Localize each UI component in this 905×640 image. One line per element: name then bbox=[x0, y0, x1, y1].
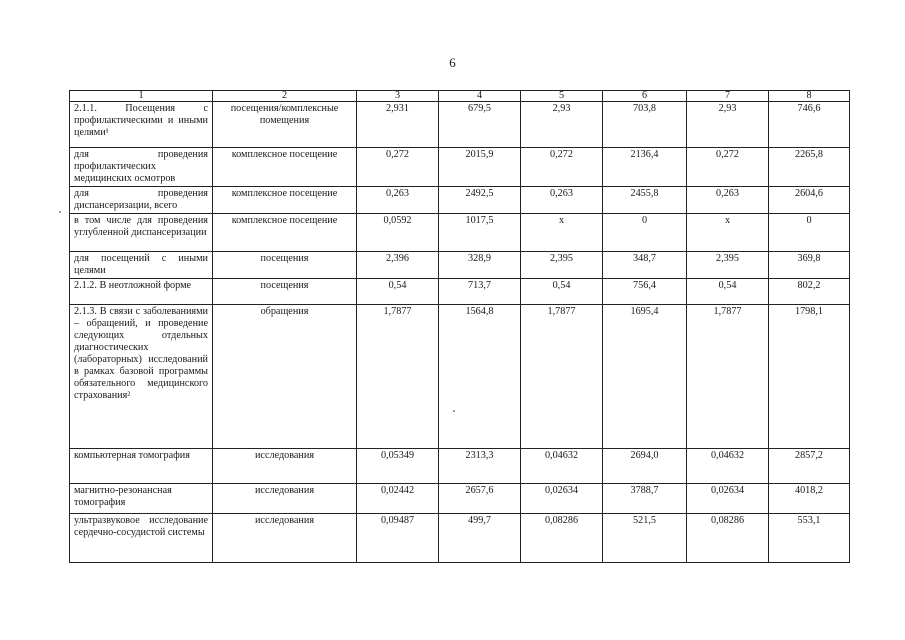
column-header: 4 bbox=[439, 91, 521, 102]
value-cell: 703,8 bbox=[603, 102, 687, 148]
value-cell: 679,5 bbox=[439, 102, 521, 148]
table-row bbox=[70, 187, 850, 214]
value-cell: 0,02634 bbox=[521, 484, 603, 514]
row-unit-cell: комплексное посещение bbox=[213, 187, 357, 214]
value-cell: 0,263 bbox=[687, 187, 769, 214]
row-unit-cell: обращения bbox=[213, 305, 357, 449]
row-name-cell: для посещений с иными целями bbox=[70, 252, 213, 279]
column-header: 8 bbox=[769, 91, 850, 102]
table-header-row bbox=[70, 91, 850, 102]
value-cell: 1695,4 bbox=[603, 305, 687, 449]
row-name-cell: для проведения диспансеризации, всего bbox=[70, 187, 213, 214]
value-cell: 0,08286 bbox=[687, 514, 769, 563]
value-cell: 0,54 bbox=[357, 279, 439, 305]
value-cell: 2492,5 bbox=[439, 187, 521, 214]
data-table bbox=[69, 90, 850, 563]
value-cell: 1,7877 bbox=[357, 305, 439, 449]
value-cell: 0 bbox=[603, 214, 687, 252]
value-cell: х bbox=[687, 214, 769, 252]
column-header: 5 bbox=[521, 91, 603, 102]
row-name-cell: магнитно-резонансная томография bbox=[70, 484, 213, 514]
column-header: 6 bbox=[603, 91, 687, 102]
value-cell: 2694,0 bbox=[603, 449, 687, 484]
value-cell: 713,7 bbox=[439, 279, 521, 305]
row-unit-cell: исследования bbox=[213, 449, 357, 484]
row-name-cell: 2.1.1. Посещения с профилактическими и иными целями¹ bbox=[70, 102, 213, 148]
value-cell: 2,395 bbox=[521, 252, 603, 279]
value-cell: 2,93 bbox=[521, 102, 603, 148]
value-cell: 369,8 bbox=[769, 252, 850, 279]
value-cell: 2455,8 bbox=[603, 187, 687, 214]
value-cell: 0 bbox=[769, 214, 850, 252]
value-cell: 2,93 bbox=[687, 102, 769, 148]
table-row bbox=[70, 252, 850, 279]
table-row bbox=[70, 449, 850, 484]
value-cell: 553,1 bbox=[769, 514, 850, 563]
value-cell: 328,9 bbox=[439, 252, 521, 279]
value-cell: 2,931 bbox=[357, 102, 439, 148]
column-header: 1 bbox=[70, 91, 213, 102]
value-cell: 2857,2 bbox=[769, 449, 850, 484]
value-cell: 2265,8 bbox=[769, 148, 850, 187]
value-cell: 0,04632 bbox=[687, 449, 769, 484]
value-cell: 2313,3 bbox=[439, 449, 521, 484]
row-name-cell: 2.1.2. В неотложной форме bbox=[70, 279, 213, 305]
row-name-cell: для проведения профилактических медицинских осмотров bbox=[70, 148, 213, 187]
value-cell: 0,02634 bbox=[687, 484, 769, 514]
value-cell: 0,263 bbox=[357, 187, 439, 214]
table-row bbox=[70, 148, 850, 187]
row-unit-cell: посещения/комплексные помещения bbox=[213, 102, 357, 148]
value-cell: 1564,8 bbox=[439, 305, 521, 449]
value-cell: 2,395 bbox=[687, 252, 769, 279]
row-unit-cell: исследования bbox=[213, 514, 357, 563]
scan-speck bbox=[59, 211, 61, 213]
value-cell: 0,04632 bbox=[521, 449, 603, 484]
row-name-cell: компьютерная томография bbox=[70, 449, 213, 484]
value-cell: 2015,9 bbox=[439, 148, 521, 187]
column-header: 2 bbox=[213, 91, 357, 102]
row-unit-cell: посещения bbox=[213, 252, 357, 279]
table-row bbox=[70, 102, 850, 148]
column-header: 7 bbox=[687, 91, 769, 102]
table-row bbox=[70, 484, 850, 514]
value-cell: 0,263 bbox=[521, 187, 603, 214]
table-row bbox=[70, 279, 850, 305]
value-cell: 0,09487 bbox=[357, 514, 439, 563]
value-cell: 746,6 bbox=[769, 102, 850, 148]
row-unit-cell: комплексное посещение bbox=[213, 148, 357, 187]
value-cell: 1,7877 bbox=[687, 305, 769, 449]
value-cell: 2657,6 bbox=[439, 484, 521, 514]
value-cell: 756,4 bbox=[603, 279, 687, 305]
value-cell: 521,5 bbox=[603, 514, 687, 563]
page-number: 6 bbox=[449, 55, 456, 70]
value-cell: 348,7 bbox=[603, 252, 687, 279]
value-cell: 1798,1 bbox=[769, 305, 850, 449]
value-cell: 1017,5 bbox=[439, 214, 521, 252]
value-cell: 0,54 bbox=[687, 279, 769, 305]
row-name-cell: в том числе для проведения углубленной диспансеризации bbox=[70, 214, 213, 252]
value-cell: 499,7 bbox=[439, 514, 521, 563]
scan-speck bbox=[453, 410, 455, 412]
value-cell: 802,2 bbox=[769, 279, 850, 305]
value-cell: 4018,2 bbox=[769, 484, 850, 514]
value-cell: 0,272 bbox=[357, 148, 439, 187]
table-row bbox=[70, 214, 850, 252]
table-row bbox=[70, 305, 850, 449]
value-cell: х bbox=[521, 214, 603, 252]
value-cell: 2136,4 bbox=[603, 148, 687, 187]
table-row bbox=[70, 514, 850, 563]
value-cell: 0,02442 bbox=[357, 484, 439, 514]
value-cell: 0,54 bbox=[521, 279, 603, 305]
row-name-cell: 2.1.3. В связи с заболеваниями – обращений, и проведение следующих отдельных диагностических (лабораторных) исследований в рамках базовой программы обязательного медицинского страхования² bbox=[70, 305, 213, 449]
value-cell: 3788,7 bbox=[603, 484, 687, 514]
value-cell: 0,05349 bbox=[357, 449, 439, 484]
row-unit-cell: исследования bbox=[213, 484, 357, 514]
row-unit-cell: посещения bbox=[213, 279, 357, 305]
row-unit-cell: комплексное посещение bbox=[213, 214, 357, 252]
value-cell: 0,272 bbox=[687, 148, 769, 187]
value-cell: 2604,6 bbox=[769, 187, 850, 214]
value-cell: 1,7877 bbox=[521, 305, 603, 449]
row-name-cell: ультразвуковое исследование сердечно-сосудистой системы bbox=[70, 514, 213, 563]
value-cell: 0,08286 bbox=[521, 514, 603, 563]
value-cell: 0,0592 bbox=[357, 214, 439, 252]
value-cell: 2,396 bbox=[357, 252, 439, 279]
column-header: 3 bbox=[357, 91, 439, 102]
value-cell: 0,272 bbox=[521, 148, 603, 187]
